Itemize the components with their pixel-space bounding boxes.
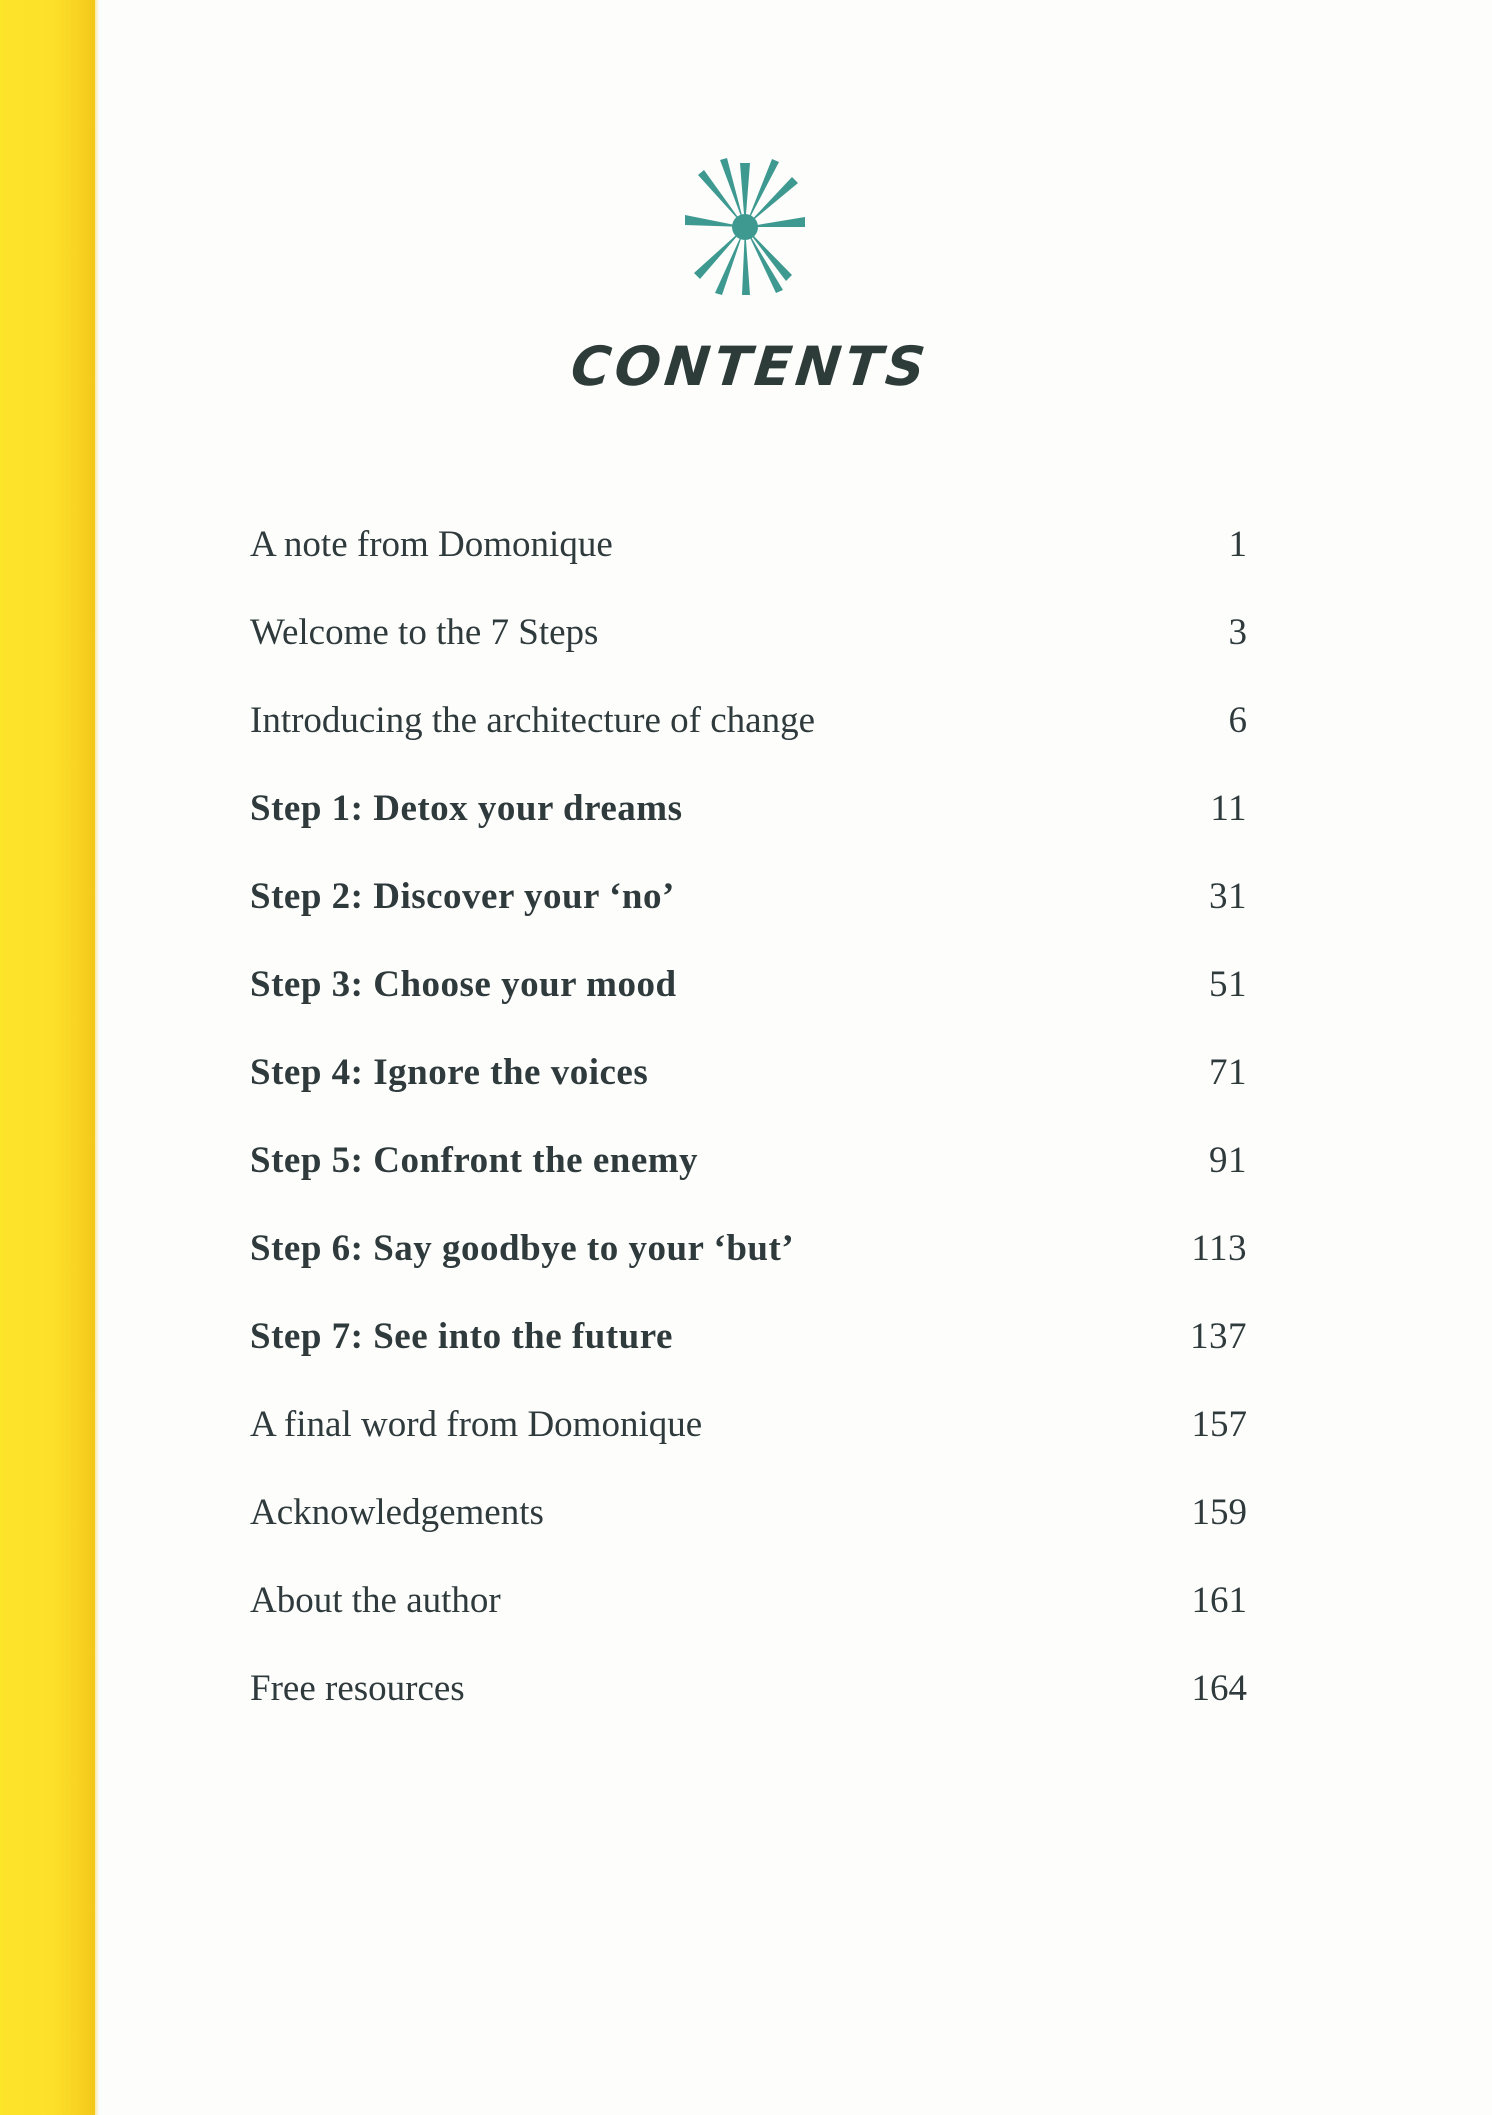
toc-entry <box>250 1028 1247 1116</box>
toc-entry-page-number: 3 <box>1228 611 1247 653</box>
toc-entry-label: Step 6: Say goodbye to your ‘but’ <box>250 1227 795 1269</box>
toc-entry-label: A final word from Domonique <box>250 1403 703 1445</box>
toc-entry <box>250 1556 1247 1644</box>
toc-entry-label: Acknowledgements <box>250 1491 544 1533</box>
toc-entry-label: Step 7: See into the future <box>250 1315 673 1357</box>
toc-entry <box>250 1468 1247 1556</box>
contents-title: CONTENTS <box>568 335 932 398</box>
toc-entry-page-number: 71 <box>1209 1051 1247 1093</box>
toc-entry-page-number: 157 <box>1191 1403 1247 1445</box>
toc-entry <box>250 940 1247 1028</box>
toc-entry-label: A note from Domonique <box>250 523 613 565</box>
toc-entry-page-number: 137 <box>1190 1315 1247 1357</box>
toc-entry-label: Step 3: Choose your mood <box>250 963 677 1005</box>
toc-entry-label: Free resources <box>250 1667 465 1709</box>
toc-entry-page-number: 161 <box>1191 1579 1247 1621</box>
toc-entry <box>250 1292 1247 1380</box>
toc-entry <box>250 1116 1247 1204</box>
toc-entry-label: Step 5: Confront the enemy <box>250 1139 699 1181</box>
toc-entry-page-number: 164 <box>1191 1667 1247 1709</box>
toc-entry-label: Step 4: Ignore the voices <box>250 1051 649 1093</box>
toc-entry <box>250 852 1247 940</box>
toc-entry-page-number: 159 <box>1191 1491 1247 1533</box>
toc-entry <box>250 764 1247 852</box>
toc-entry-label: About the author <box>250 1579 501 1621</box>
toc-entry-page-number: 11 <box>1210 787 1247 829</box>
toc-entry-page-number: 31 <box>1209 875 1247 917</box>
toc-entry-label: Step 2: Discover your ‘no’ <box>250 875 675 917</box>
star-burst-icon <box>680 155 810 300</box>
toc-entry <box>250 588 1247 676</box>
toc-entry-label: Step 1: Detox your dreams <box>250 787 683 829</box>
yellow-margin-band <box>0 0 95 2115</box>
toc-entry-page-number: 6 <box>1228 699 1247 741</box>
toc-entry <box>250 500 1247 588</box>
toc-entry <box>250 1380 1247 1468</box>
toc-entry <box>250 676 1247 764</box>
toc-entry-label: Welcome to the 7 Steps <box>250 611 599 653</box>
toc-entry-label: Introducing the architecture of change <box>250 699 816 741</box>
table-of-contents <box>250 500 1247 1732</box>
toc-entry-page-number: 1 <box>1228 523 1247 565</box>
toc-entry-page-number: 91 <box>1209 1139 1247 1181</box>
toc-entry <box>250 1644 1247 1732</box>
toc-entry-page-number: 113 <box>1191 1227 1247 1269</box>
toc-entry-page-number: 51 <box>1209 963 1247 1005</box>
toc-entry <box>250 1204 1247 1292</box>
